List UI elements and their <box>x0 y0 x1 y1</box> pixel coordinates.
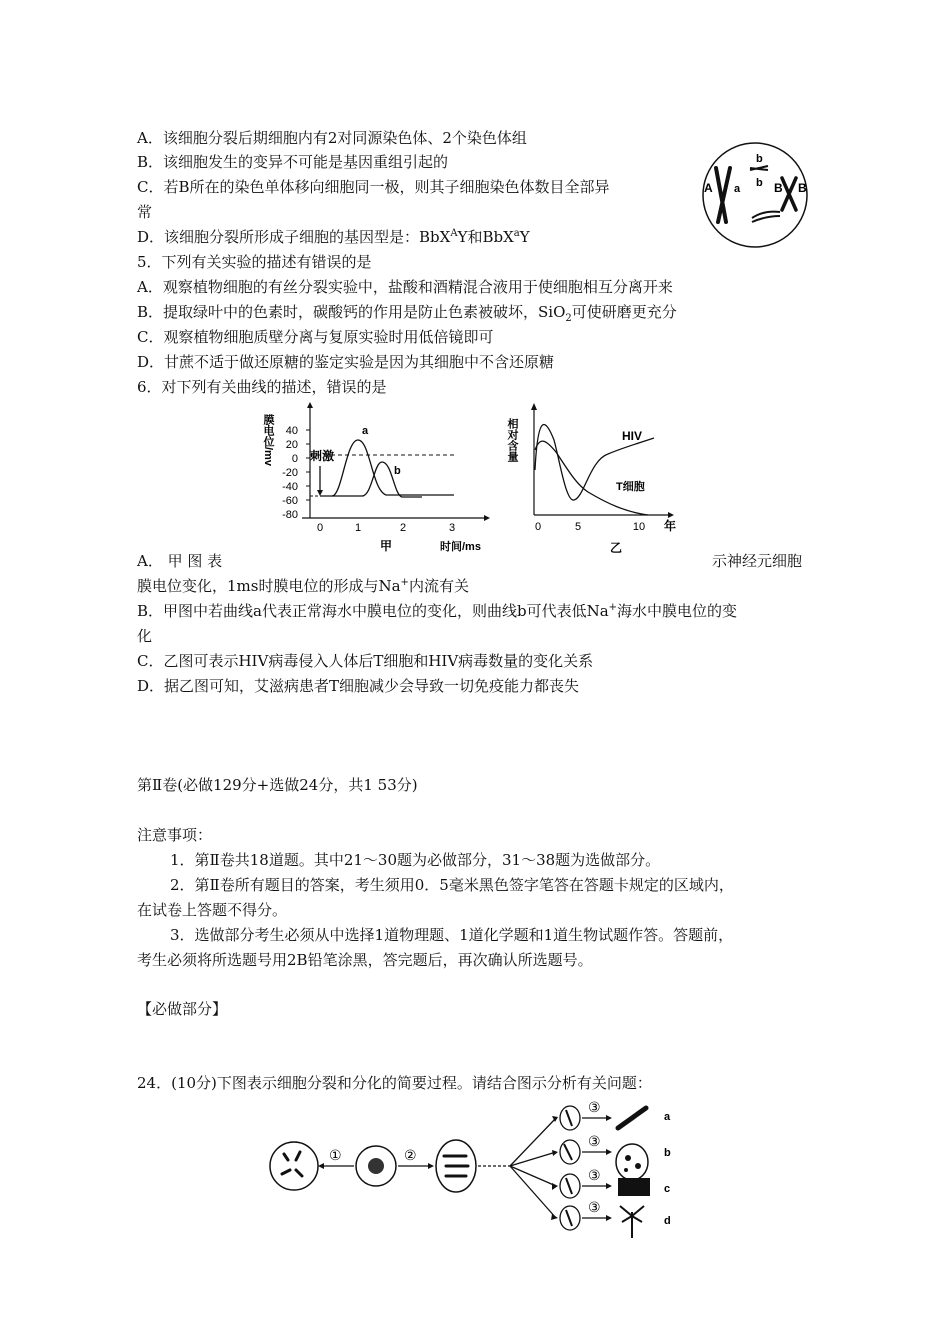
q6-option-a-right: 示神经元细胞 <box>712 552 803 570</box>
yi-xtick-0: 0 <box>534 521 542 533</box>
jia-xtick-0: 0 <box>316 522 324 534</box>
q24-stem: 24．(10分)下图表示细胞分裂和分化的简要过程。请结合图示分析有关问题： <box>137 1074 652 1092</box>
step-1-label: ① <box>329 1147 342 1163</box>
q4-option-d: D．该细胞分裂所形成子细胞的基因型是：BbX$^A$Y和BbX$^a$Y <box>137 228 530 246</box>
yi-ylabel: 相对含量 <box>506 418 518 462</box>
cell-label-d: d <box>664 1215 671 1227</box>
jia-xtick-2: 2 <box>399 522 407 534</box>
q6-option-a-cont: 膜电位变化，1ms时膜电位的形成与Na+内流有关 <box>137 577 469 595</box>
jia-xtick-3: 3 <box>448 522 456 534</box>
step-3-label-c: ③ <box>588 1167 601 1183</box>
jia-ytick--60: -60 <box>282 495 298 507</box>
jia-curve-a-label: a <box>362 425 369 437</box>
notice-3: 3．选做部分考生必须从中选择1道物理题、1道化学题和1道生物试题作答。答题前， <box>170 926 734 944</box>
allele-label-B-left: B <box>774 181 783 195</box>
yi-name: 乙 <box>610 541 623 555</box>
jia-ytick-20: 20 <box>285 439 298 451</box>
notice-2: 2．第Ⅱ卷所有题目的答案，考生须用0．5毫米黑色签字笔答在答题卡规定的区域内， <box>170 876 734 894</box>
allele-label-A: A <box>704 181 713 195</box>
notice-heading: 注意事项： <box>137 826 213 844</box>
yi-hiv-label: HIV <box>622 429 643 443</box>
yi-xunit: 年 <box>663 519 677 533</box>
jia-ytick-40: 40 <box>285 425 298 437</box>
allele-label-B-right: B <box>798 181 807 195</box>
q4-option-b: B．该细胞发生的变异不可能是基因重组引起的 <box>137 153 449 171</box>
allele-label-a: a <box>734 183 741 195</box>
q5-option-a: A．观察植物细胞的有丝分裂实验中，盐酸和酒精混合液用于使细胞相互分离开来 <box>137 278 673 296</box>
q6-option-b-cont: 化 <box>137 627 153 645</box>
cell-label-a: a <box>664 1111 671 1123</box>
jia-ylabel: 膜电位/mv <box>262 414 274 466</box>
yi-xtick-5: 5 <box>574 521 582 533</box>
cell-chromosome-figure <box>700 140 812 252</box>
q4-option-c: C．若B所在的染色单体移向细胞同一极，则其子细胞染色体数目全部异 <box>137 178 610 196</box>
q4-option-c-cont: 常 <box>137 203 153 221</box>
notice-3-cont: 考生必须将所选题号用2B铅笔涂黑，答完题后，再次确认所选题号。 <box>137 951 593 969</box>
jia-xtick-1: 1 <box>354 522 362 534</box>
notice-2-cont: 在试卷上答题不得分。 <box>137 901 288 919</box>
part2-title: 第Ⅱ卷(必做129分+选做24分，共1 53分) <box>137 776 418 794</box>
step-3-label-d: ③ <box>588 1199 601 1215</box>
cell-label-c: c <box>664 1183 671 1195</box>
allele-label-b-bottom: b <box>756 177 763 189</box>
step-3-label-a: ③ <box>588 1099 601 1115</box>
jia-ytick--80: -80 <box>282 509 298 521</box>
q6-option-d: D．据乙图可知，艾滋病患者T细胞减少会导致一切免疫能力都丧失 <box>137 677 580 695</box>
q5-option-b: B．提取绿叶中的色素时，碳酸钙的作用是防止色素被破坏，SiO$_2$可使研磨更充分 <box>137 303 677 324</box>
q6-option-b: B．甲图中若曲线a代表正常海水中膜电位的变化，则曲线b可代表低Na+海水中膜电位的变 <box>137 602 738 620</box>
step-3-label-b: ③ <box>588 1133 601 1149</box>
q5-option-d: D．甘蔗不适于做还原糖的鉴定实验是因为其细胞中不含还原糖 <box>137 353 555 371</box>
cell-label-b: b <box>664 1147 671 1159</box>
graph-yi <box>508 400 688 560</box>
q6-option-a: A． 甲 图 表 <box>137 552 223 570</box>
jia-ytick--40: -40 <box>282 481 298 493</box>
q5-option-c: C．观察植物细胞质壁分离与复原实验时用低倍镜即可 <box>137 328 494 346</box>
graph-jia <box>262 400 502 552</box>
jia-curve-b-label: b <box>394 465 401 477</box>
section-heading: 【必做部分】 <box>137 1000 228 1018</box>
q6-stem: 6．对下列有关曲线的描述，错误的是 <box>137 378 387 396</box>
jia-name: 甲 <box>380 539 393 553</box>
yi-xtick-10: 10 <box>632 521 646 533</box>
notice-1: 1．第Ⅱ卷共18道题。其中21～30题为必做部分，31～38题为选做部分。 <box>170 851 661 869</box>
cell-division-diagram <box>266 1100 686 1242</box>
step-2-label: ② <box>404 1147 417 1163</box>
yi-tcell-label: T细胞 <box>616 481 645 493</box>
q4-option-a: A．该细胞分裂后期细胞内有2对同源染色体、2个染色体组 <box>137 129 527 147</box>
jia-stimulus-label: 刺激 <box>310 449 335 463</box>
q6-option-c: C．乙图可表示HIV病毒侵入人体后T细胞和HIV病毒数量的变化关系 <box>137 652 594 670</box>
jia-ytick-0: 0 <box>291 453 298 465</box>
q5-stem: 5．下列有关实验的描述有错误的是 <box>137 253 372 271</box>
jia-ytick--20: -20 <box>282 467 298 479</box>
allele-label-b-top: b <box>756 153 763 165</box>
jia-xlabel: 时间/ms <box>440 541 481 553</box>
